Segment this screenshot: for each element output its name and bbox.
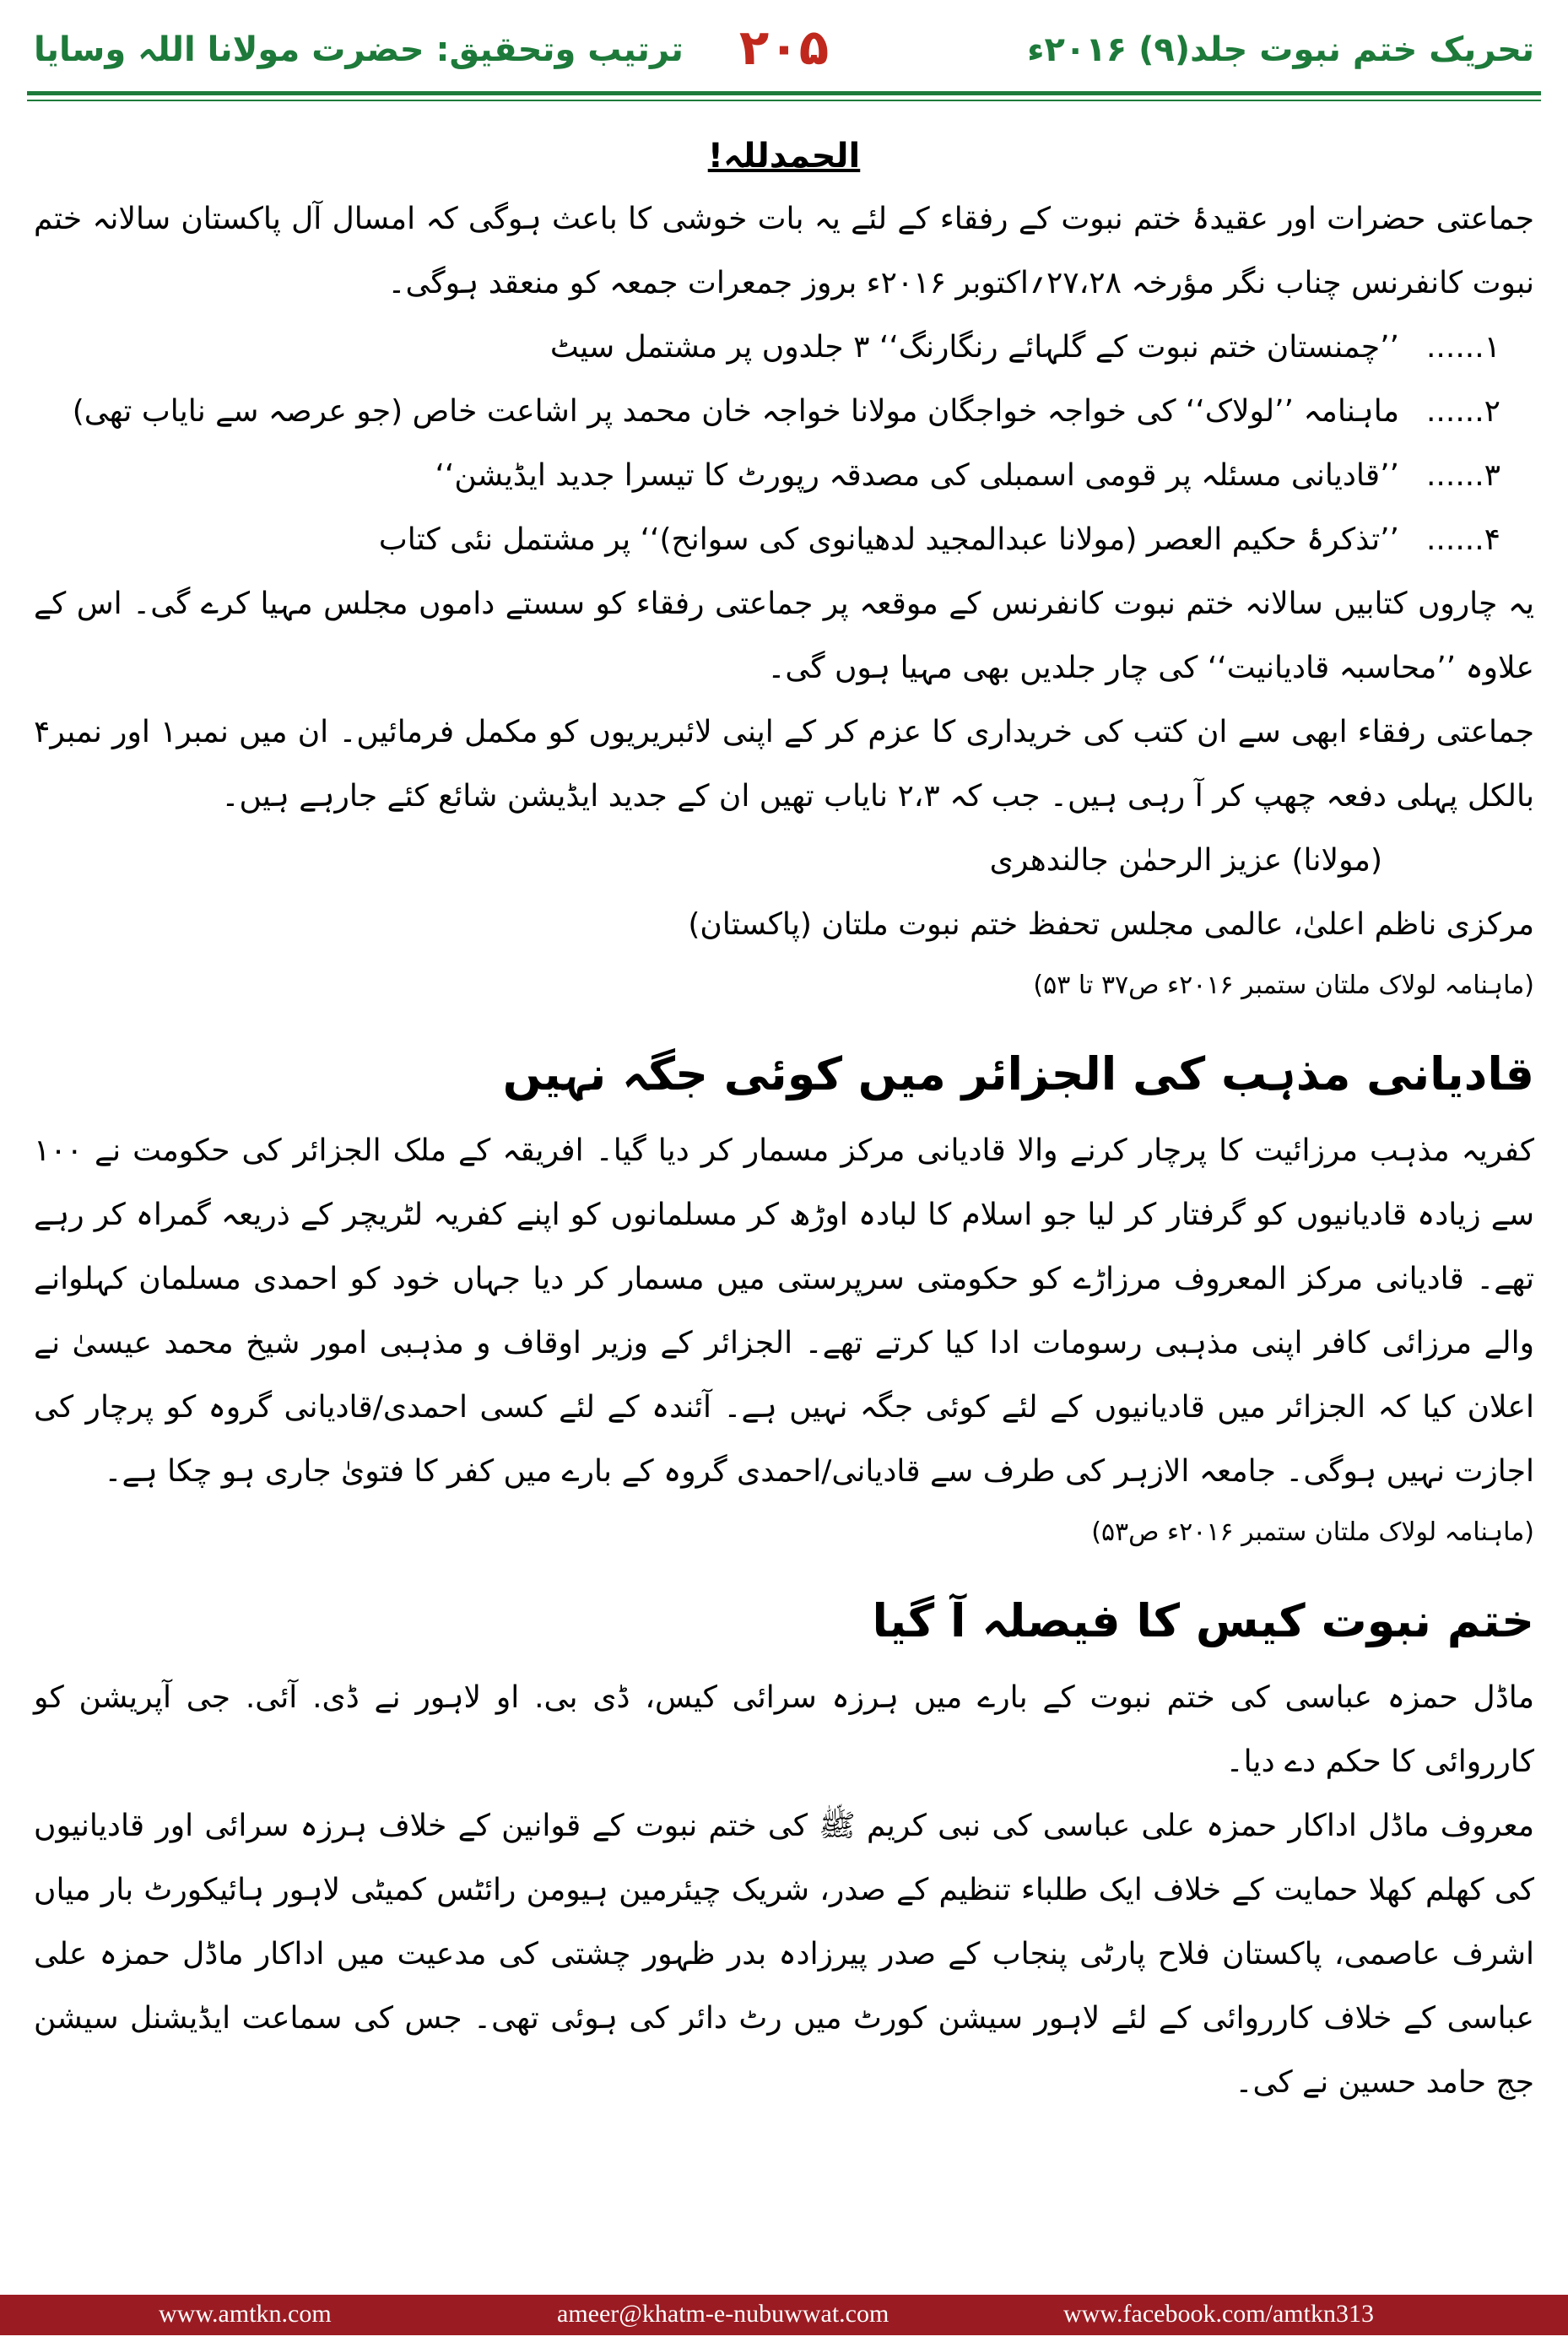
compiler-credit: ترتیب وتحقیق: حضرت مولانا اللہ وسایا xyxy=(34,30,684,69)
page-footer xyxy=(0,2295,1568,2335)
list-item-text: ماہنامہ ’’لولاک‘‘ کی خواجہ خواجگان مولانا خواجہ خان محمد پر اشاعت خاص (جو عرصہ سے نایاب تھی) xyxy=(72,394,1399,429)
paragraph: یہ چاروں کتابیں سالانہ ختم نبوت کانفرنس کے موقعہ پر جماعتی رفقاء کو سستے داموں مجلس مہیا کرے گی۔ اس کے علاوہ ’’محاسبہ قادیانیت‘‘ کی چار جلدیں بھی مہیا ہوں گی۔ xyxy=(34,587,1534,685)
section-heading: الحمدللہ! xyxy=(707,137,861,176)
list-item-number: ۱...... xyxy=(1425,330,1500,365)
email-link[interactable]: ameer@khatm-e-nubuwwat.com xyxy=(557,2300,889,2328)
list-item-text: ’’قادیانی مسئلہ پر قومی اسمبلی کی مصدقہ رپورٹ کا تیسرا جدید ایڈیشن‘‘ xyxy=(435,458,1399,493)
list-item xyxy=(34,508,1534,572)
article-body: کفریہ مذہب مرزائیت کا پرچار کرنے والا قادیانی مرکز مسمار کر دیا گیا۔ افریقہ کے ملک الجزائر کی حکومت نے ۱۰۰ سے زیادہ قادیانیوں کو گرفتار کر لیا جو اسلام کا لبادہ اوڑھ کر مسلمانوں کو اپنے کفریہ لٹریچر کے ذریعہ گمراہ کر رہے تھے۔ قادیانی مرکز المعروف مرزاڑے کو حکومتی سرپرستی میں مسمار کر دیا جہاں خود کو احمدی مسلمان کہلوانے والے مرزائی کافر اپنی مذہبی رسومات ادا کیا کرتے تھے۔ الجزائر کے وزیر اوقاف و مذہبی امور شیخ محمد عیسیٰ نے اعلان کیا کہ الجزائر میں قادیانیوں کے لئے کوئی جگہ نہیں ہے۔ آئندہ کے لئے کسی احمدی/قادیانی گروہ کو پرچار کی اجازت نہیں ہوگی۔ جامعہ الازہر کی طرف سے قادیانی/احمدی گروہ کے بارے میں کفر کا فتویٰ جاری ہو چکا ہے۔ xyxy=(34,1133,1534,1489)
header-rule-top xyxy=(27,91,1541,95)
list-item-text: ’’تذکرۂ حکیم العصر (مولانا عبدالمجید لدھیانوی کی سوانح)‘‘ پر مشتمل نئی کتاب xyxy=(378,522,1399,557)
book-list xyxy=(34,316,1534,572)
book-title: تحریک ختم نبوت جلد(۹) ۲۰۱۶ء xyxy=(1027,30,1534,69)
case-section xyxy=(34,1583,1534,2115)
header-rule-bottom xyxy=(27,100,1541,101)
list-item-number: ۳...... xyxy=(1425,458,1500,493)
page-content xyxy=(34,135,1534,2115)
list-item xyxy=(34,316,1534,380)
algeria-section xyxy=(34,1036,1534,1558)
intro-paragraph: جماعتی حضرات اور عقیدۂ ختم نبوت کے رفقاء کے لئے یہ بات خوشی کا باعث ہوگی کہ امسال آل پاکستان سالانہ ختم نبوت کانفرنس چناب نگر مؤرخہ ۲۷،۲۸؍اکتوبر ۲۰۱۶ء بروز جمعرات جمعہ کو منعقد ہوگی۔ xyxy=(34,202,1534,300)
page-number: ۲۰۵ xyxy=(738,19,830,76)
list-item xyxy=(34,444,1534,508)
source-reference: (ماہنامہ لولاک ملتان ستمبر ۲۰۱۶ء ص۳۷ تا ۵۳) xyxy=(1033,971,1534,1000)
facebook-link[interactable]: www.facebook.com/amtkn313 xyxy=(1063,2300,1374,2328)
list-item-number: ۲...... xyxy=(1425,394,1500,429)
signature-title: مرکزی ناظم اعلیٰ، عالمی مجلس تحفظ ختم نبوت ملتان (پاکستان) xyxy=(688,907,1534,942)
article-heading: ختم نبوت کیس کا فیصلہ آ گیا xyxy=(872,1594,1534,1647)
paragraph: جماعتی رفقاء ابھی سے ان کتب کی خریداری کا عزم کر کے اپنی لائبریریوں کو مکمل فرمائیں۔ ان میں نمبر۱ اور نمبر۴ بالکل پہلی دفعہ چھپ کر آ رہی ہیں۔ جب کہ ۲،۳ نایاب تھیں ان کے جدید ایڈیشن شائع کئے جارہے ہیں۔ xyxy=(34,715,1535,814)
signature-name: (مولانا) عزیز الرحمٰن جالندھری xyxy=(989,843,1382,878)
source-reference: (ماہنامہ لولاک ملتان ستمبر ۲۰۱۶ء ص۵۳) xyxy=(1091,1517,1534,1547)
list-item xyxy=(34,380,1534,444)
list-item-text: ’’چمنستان ختم نبوت کے گلہائے رنگارنگ‘‘ ۳ جلدوں پر مشتمل سیٹ xyxy=(549,330,1399,365)
signature xyxy=(34,829,1534,957)
article-lead: ماڈل حمزہ عباسی کی ختم نبوت کے بارے میں ہرزہ سرائی کیس، ڈی بی. او لاہور نے ڈی. آئی. جی آپریشن کو کارروائی کا حکم دے دیا۔ xyxy=(34,1680,1534,1779)
website-link[interactable]: www.amtkn.com xyxy=(159,2300,332,2328)
article-heading: قادیانی مذہب کی الجزائر میں کوئی جگہ نہیں xyxy=(502,1047,1534,1101)
list-item-number: ۴...... xyxy=(1425,522,1500,557)
announcement-section xyxy=(34,137,1534,1011)
page-header xyxy=(0,0,1568,127)
article-body: معروف ماڈل اداکار حمزہ علی عباسی کی نبی کریم ﷺ کی ختم نبوت کے قوانین کے خلاف ہرزہ سرائی اور قادیانیوں کی کھلم کھلا حمایت کے خلاف ایک طلباء تنظیم کے صدر، شریک چیئرمین ہیومن رائٹس کمیٹی لاہور ہائیکورٹ بار میاں اشرف عاصمی، پاکستان فلاح پارٹی پنجاب کے صدر پیرزادہ بدر ظہور چشتی کی مدعیت میں اداکار ماڈل حمزہ علی عباسی کے خلاف کارروائی کے لئے لاہور سیشن کورٹ میں رٹ دائر کی ہوئی تھی۔ جس کی سماعت ایڈیشنل سیشن جج حامد حسین نے کی۔ xyxy=(34,1809,1534,2100)
